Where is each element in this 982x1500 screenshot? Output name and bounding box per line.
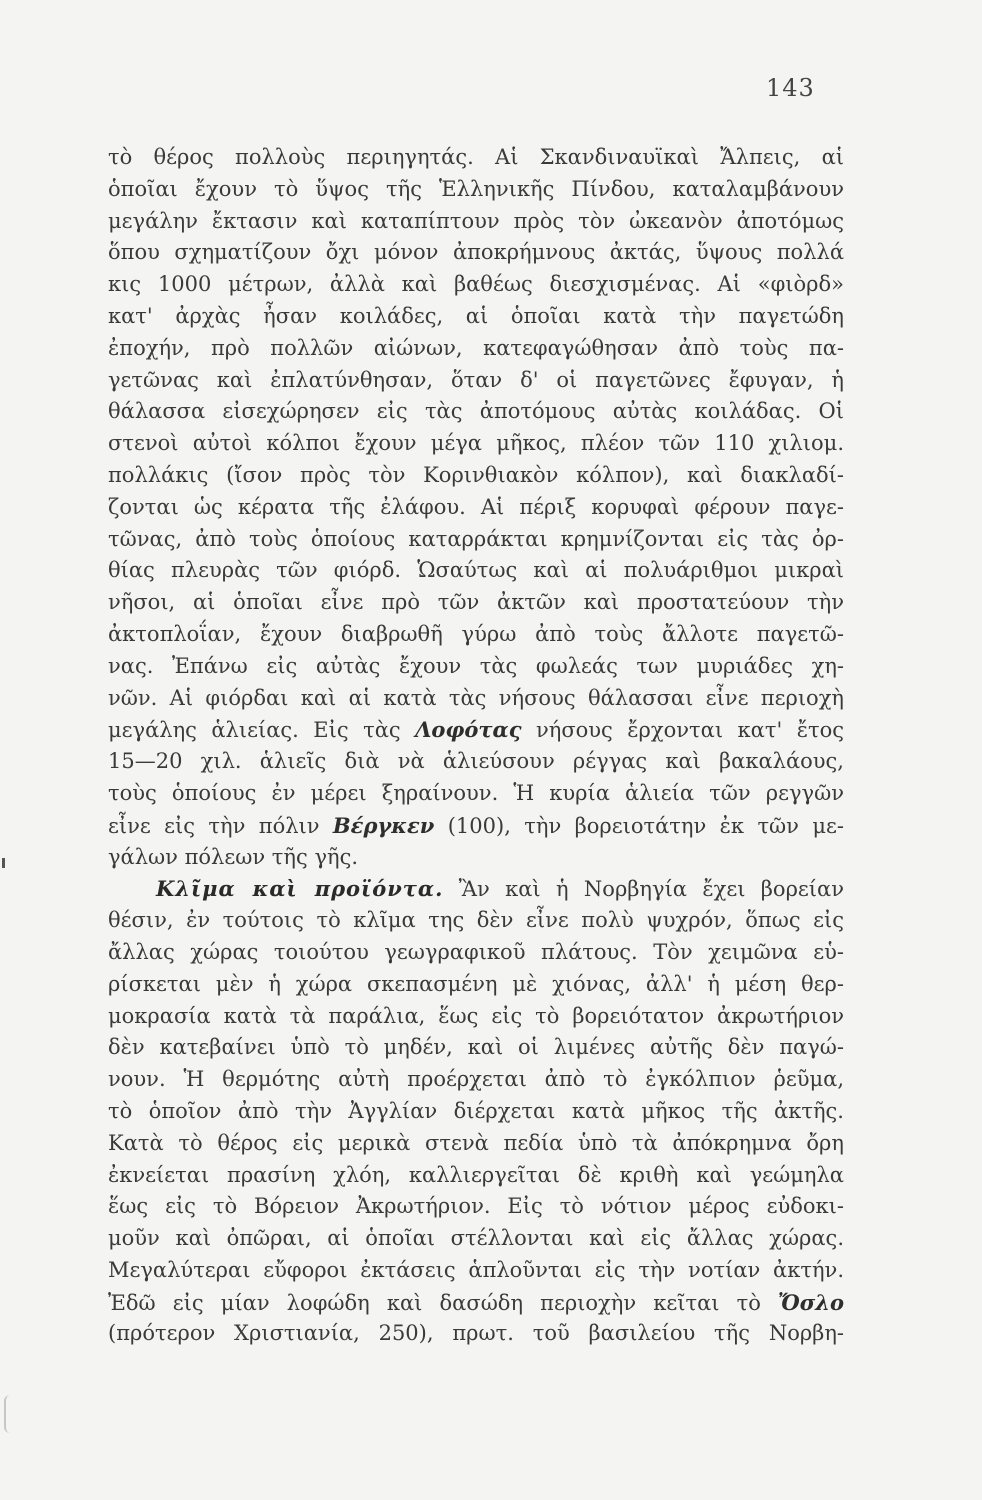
place-name-lofoten: Λοφότας — [415, 717, 522, 743]
text-line: Μεγαλύτεραι εὔφοροι ἐκτάσεις ἁπλοῦνται εἰς τὴν νοτίαν ἀκτήν. — [108, 1257, 844, 1282]
text-line: (πρότερον Χριστιανία, 250), πρωτ. τοῦ βασιλείου τῆς Νορβη- — [108, 1321, 844, 1346]
margin-speck — [2, 858, 5, 868]
text-line: ἀκτοπλοΐαν, ἔχουν διαβρωθῆ γύρω ἀπὸ τοὺς ἄλλοτε παγετῶ- — [108, 621, 844, 646]
text-line: 15—20 χιλ. ἁλιεῖς διὰ νὰ ἁλιεύσουν ρέγγας καὶ βακαλάους, — [108, 749, 844, 774]
text-line — [108, 1287, 844, 1319]
text-line: κατ' ἀρχὰς ἦσαν κοιλάδες, αἱ ὁποῖαι κατὰ τὴν παγετώδη — [108, 303, 844, 328]
text-line: κις 1000 μέτρων, ἀλλὰ καὶ βαθέως διεσχισμένας. Αἱ «φιὸρδ» — [108, 272, 844, 297]
text-line: ὅπου σχηματίζουν ὄχι μόνον ἀποκρήμνους ἀκτάς, ὕψους πολλά — [108, 240, 844, 265]
text-line: θάλασσα εἰσεχώρησεν εἰς τὰς ἀποτόμους αὐτὰς κοιλάδας. Οἱ — [108, 399, 844, 424]
text-line: νῆσοι, αἱ ὁποῖαι εἶνε πρὸ τῶν ἀκτῶν καὶ προστατεύουν τὴν — [108, 590, 844, 615]
text-line: Κατὰ τὸ θέρος εἰς μερικὰ στενὰ πεδία ὑπὸ τὰ ἀπόκρημνα ὄρη — [108, 1130, 844, 1155]
text-line: ρίσκεται μὲν ἡ χώρα σκεπασμένη μὲ χιόνας, ἀλλ' ἡ μέση θερ- — [108, 971, 844, 996]
place-name-bergen: Βέργκεν — [332, 812, 435, 838]
text-line: τὸ θέρος πολλοὺς περιηγητάς. Αἱ Σκανδιναυϊκαὶ Ἄλπεις, αἱ — [108, 145, 844, 169]
place-name-oslo: Ὄσλο — [778, 1289, 844, 1315]
text-line: τῶνας, ἀπὸ τοὺς ὁποίους καταρράκται κρημνίζονται εἰς τὰς ὀρ- — [108, 526, 844, 551]
margin-smudge — [4, 1395, 16, 1433]
text-line: μοῦν καὶ ὀπῶραι, αἱ ὁποῖαι στέλλονται καὶ εἰς ἄλλας χώρας. — [108, 1226, 844, 1251]
text-run: Ἐδῶ εἰς μίαν λοφώδη καὶ δασώδη περιοχὴν κεῖται τὸ — [108, 1290, 761, 1315]
text-line: ἄλλας χώρας τοιούτου γεωγραφικοῦ πλάτους. Τὸν χειμῶνα εὑ- — [108, 939, 844, 964]
text-line: θέσιν, ἐν τούτοις τὸ κλῖμα της δὲν εἶνε πολὺ ψυχρόν, ὅπως εἰς — [108, 908, 844, 933]
text-run: (100), τὴν βορειοτάτην ἐκ τῶν με- — [447, 813, 844, 838]
text-line: μεγάλην ἔκτασιν καὶ καταπίπτουν πρὸς τὸν ὠκεανὸν ἀποτόμως — [108, 208, 844, 233]
body-text — [108, 142, 844, 1350]
text-run: νήσους ἔρχονται κατ' ἔτος — [535, 718, 844, 743]
text-line: μοκρασία κατὰ τὰ παράλια, ἕως εἰς τὸ βορειότατον ἀκρωτήριον — [108, 1003, 844, 1028]
text-line: γετῶνας καὶ ἐπλατύνθησαν, ὅταν δ' οἱ παγετῶνες ἔφυγαν, ἡ — [108, 367, 844, 392]
text-line: γάλων πόλεων τῆς γῆς. — [108, 844, 359, 869]
text-line: ἐποχήν, πρὸ πολλῶν αἰώνων, κατεφαγώθησαν ἀπὸ τοὺς πα- — [108, 335, 844, 360]
text-line: ὁποῖαι ἔχουν τὸ ὕψος τῆς Ἑλληνικῆς Πίνδου, καταλαμβάνουν — [108, 176, 844, 201]
section-heading: Κλῖμα καὶ προϊόντα. — [156, 876, 444, 902]
page-number: 143 — [766, 74, 815, 102]
text-line: νας. Ἐπάνω εἰς αὐτὰς ἔχουν τὰς φωλεάς των μυριάδες χη- — [108, 653, 844, 678]
text-run: μεγάλης ἁλιείας. Εἰς τὰς — [108, 718, 401, 743]
text-line: πολλάκις (ἴσον πρὸς τὸν Κορινθιακὸν κόλπον), καὶ διακλαδί- — [108, 462, 844, 487]
text-line: νουν. Ἡ θερμότης αὐτὴ προέρχεται ἀπὸ τὸ ἐγκόλπιον ῥεῦμα, — [108, 1067, 844, 1092]
text-line — [108, 714, 844, 746]
text-line: δὲν κατεβαίνει ὑπὸ τὸ μηδέν, καὶ οἱ λιμένες αὐτῆς δὲν παγώ- — [108, 1035, 844, 1060]
text-line: ἕως εἰς τὸ Βόρειον Ἀκρωτήριον. Εἰς τὸ νότιον μέρος εὐδοκι- — [108, 1194, 844, 1219]
text-line: νῶν. Αἱ φιόρδαι καὶ αἱ κατὰ τὰς νήσους θάλασσαι εἶνε περιοχὴ — [108, 685, 844, 710]
text-run: Ἂν καὶ ἡ Νορβηγία ἔχει βορείαν — [458, 877, 844, 902]
text-line: ζονται ὡς κέρατα τῆς ἐλάφου. Αἱ πέριξ κορυφαὶ φέρουν παγε- — [108, 494, 844, 519]
text-line — [108, 810, 844, 842]
section-heading-line — [108, 873, 844, 905]
text-line: στενοὶ αὐτοὶ κόλποι ἔχουν μέγα μῆκος, πλέον τῶν 110 χιλιομ. — [108, 431, 844, 456]
text-line: τὸ ὁποῖον ἀπὸ τὴν Ἀγγλίαν διέρχεται κατὰ μῆκος τῆς ἀκτῆς. — [108, 1098, 844, 1123]
text-run: εἶνε εἰς τὴν πόλιν — [108, 813, 320, 838]
text-line: ἐκνείεται πρασίνη χλόη, καλλιεργεῖται δὲ κριθὴ καὶ γεώμηλα — [108, 1162, 844, 1187]
text-line: τοὺς ὁποίους ἐν μέρει ξηραίνουν. Ἡ κυρία ἁλιεία τῶν ρεγγῶν — [108, 780, 844, 805]
text-line: θίας πλευρὰς τῶν φιόρδ. Ὡσαύτως καὶ αἱ πολυάριθμοι μικραὶ — [108, 558, 844, 583]
